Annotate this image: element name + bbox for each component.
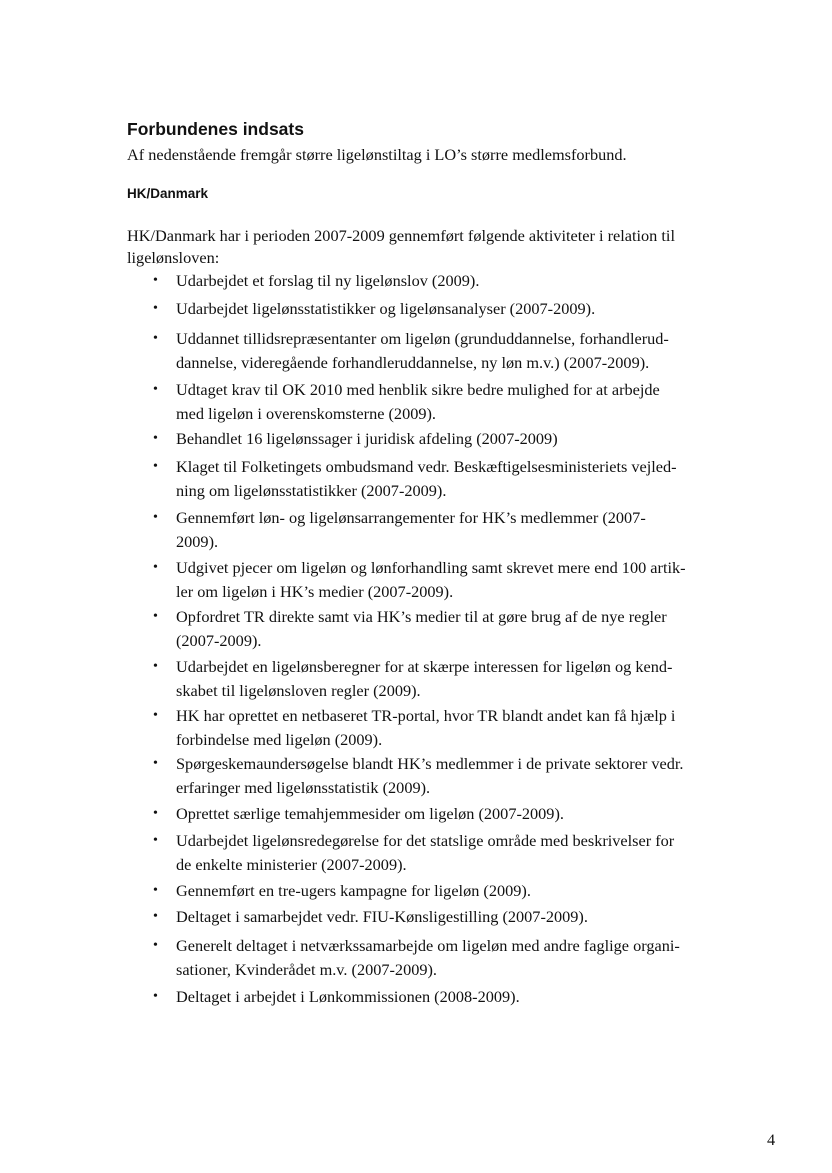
list-item-line: 2009).	[176, 532, 219, 551]
bullet-icon: •	[153, 459, 158, 474]
list-item	[176, 455, 677, 503]
list-item-line: dannelse, videregående forhandleruddannelse, ny løn m.v.) (2007-2009).	[176, 353, 650, 372]
list-item	[176, 297, 595, 321]
bullet-icon: •	[153, 273, 158, 288]
list-item-line: HK har oprettet en netbaseret TR-portal, hvor TR blandt andet kan få hjælp i	[176, 706, 676, 725]
list-item-line: Udgivet pjecer om ligeløn og lønforhandling samt skrevet mere end 100 artik-	[176, 558, 686, 577]
list-item-line: sationer, Kvinderådet m.v. (2007-2009).	[176, 960, 437, 979]
page-number: 4	[767, 1130, 776, 1149]
bullet-icon: •	[153, 909, 158, 924]
page-heading: Forbundenes indsats	[127, 119, 304, 139]
list-item-line: Oprettet særlige temahjemmesider om ligeløn (2007-2009).	[176, 804, 564, 823]
list-item	[176, 269, 479, 293]
bullet-icon: •	[153, 989, 158, 1004]
list-item-line: ler om ligeløn i HK’s medier (2007-2009).	[176, 582, 454, 601]
list-item	[176, 556, 686, 604]
list-item	[176, 327, 669, 375]
list-item-line: ning om ligelønsstatistikker (2007-2009).	[176, 481, 447, 500]
bullet-icon: •	[153, 431, 158, 446]
bullet-icon: •	[153, 756, 158, 771]
list-item	[176, 378, 660, 426]
list-item-line: Spørgeskemaundersøgelse blandt HK’s medlemmer i de private sektorer vedr.	[176, 754, 684, 773]
bullet-icon: •	[153, 510, 158, 525]
list-item	[176, 655, 672, 703]
list-item	[176, 427, 558, 451]
list-item-line: Generelt deltaget i netværkssamarbejde om ligeløn med andre faglige organi-	[176, 936, 680, 955]
section-intro	[127, 224, 675, 270]
list-item	[176, 879, 531, 903]
list-item-line: Udarbejdet et forslag til ny ligelønslov (2009).	[176, 271, 480, 290]
list-item-line: de enkelte ministerier (2007-2009).	[176, 855, 407, 874]
list-item-line: Udarbejdet ligelønsredegørelse for det statslige område med beskrivelser for	[176, 831, 675, 850]
list-item-line: med ligeløn i overenskomsterne (2009).	[176, 404, 436, 423]
bullet-icon: •	[153, 331, 158, 346]
list-item-line: Deltaget i arbejdet i Lønkommissionen (2008-2009).	[176, 987, 520, 1006]
list-item-line: Deltaget i samarbejdet vedr. FIU-Kønsligestilling (2007-2009).	[176, 907, 588, 926]
list-item-line: Gennemført løn- og ligelønsarrangementer for HK’s medlemmer (2007-	[176, 508, 646, 527]
section-intro-line: ligelønsloven:	[127, 248, 220, 267]
bullet-icon: •	[153, 833, 158, 848]
list-item	[176, 829, 674, 877]
list-item-line: (2007-2009).	[176, 631, 262, 650]
list-item-line: Behandlet 16 ligelønssager i juridisk afdeling (2007-2009)	[176, 429, 558, 448]
list-item	[176, 934, 680, 982]
bullet-icon: •	[153, 609, 158, 624]
bullet-icon: •	[153, 560, 158, 575]
list-item	[176, 752, 683, 800]
list-item	[176, 704, 675, 752]
bullet-icon: •	[153, 883, 158, 898]
list-item	[176, 605, 667, 653]
bullet-icon: •	[153, 659, 158, 674]
list-item-line: erfaringer med ligelønsstatistik (2009).	[176, 778, 431, 797]
list-item	[176, 802, 564, 826]
list-item-line: Udarbejdet en ligelønsberegner for at skærpe interessen for ligeløn og kend-	[176, 657, 673, 676]
list-item-line: forbindelse med ligeløn (2009).	[176, 730, 383, 749]
list-item-line: Gennemført en tre-ugers kampagne for ligeløn (2009).	[176, 881, 531, 900]
intro-paragraph: Af nedenstående fremgår større ligelønstiltag i LO’s større medlemsforbund.	[127, 145, 627, 164]
section-title: HK/Danmark	[127, 186, 209, 201]
list-item-line: Opfordret TR direkte samt via HK’s medier til at gøre brug af de nye regler	[176, 607, 667, 626]
section-intro-line: HK/Danmark har i perioden 2007-2009 gennemført følgende aktiviteter i relation til	[127, 226, 675, 245]
list-item-line: Udarbejdet ligelønsstatistikker og ligelønsanalyser (2007-2009).	[176, 299, 596, 318]
list-item-line: skabet til ligelønsloven regler (2009).	[176, 681, 421, 700]
list-item-line: Uddannet tillidsrepræsentanter om ligeløn (grunduddannelse, forhandlerud-	[176, 329, 669, 348]
bullet-icon: •	[153, 938, 158, 953]
bullet-icon: •	[153, 301, 158, 316]
bullet-icon: •	[153, 806, 158, 821]
list-item	[176, 506, 646, 554]
bullet-icon: •	[153, 382, 158, 397]
bullet-icon: •	[153, 708, 158, 723]
list-item	[176, 905, 588, 929]
list-item-line: Klaget til Folketingets ombudsmand vedr. Beskæftigelsesministeriets vejled-	[176, 457, 677, 476]
list-item-line: Udtaget krav til OK 2010 med henblik sikre bedre mulighed for at arbejde	[176, 380, 660, 399]
list-item	[176, 985, 520, 1009]
